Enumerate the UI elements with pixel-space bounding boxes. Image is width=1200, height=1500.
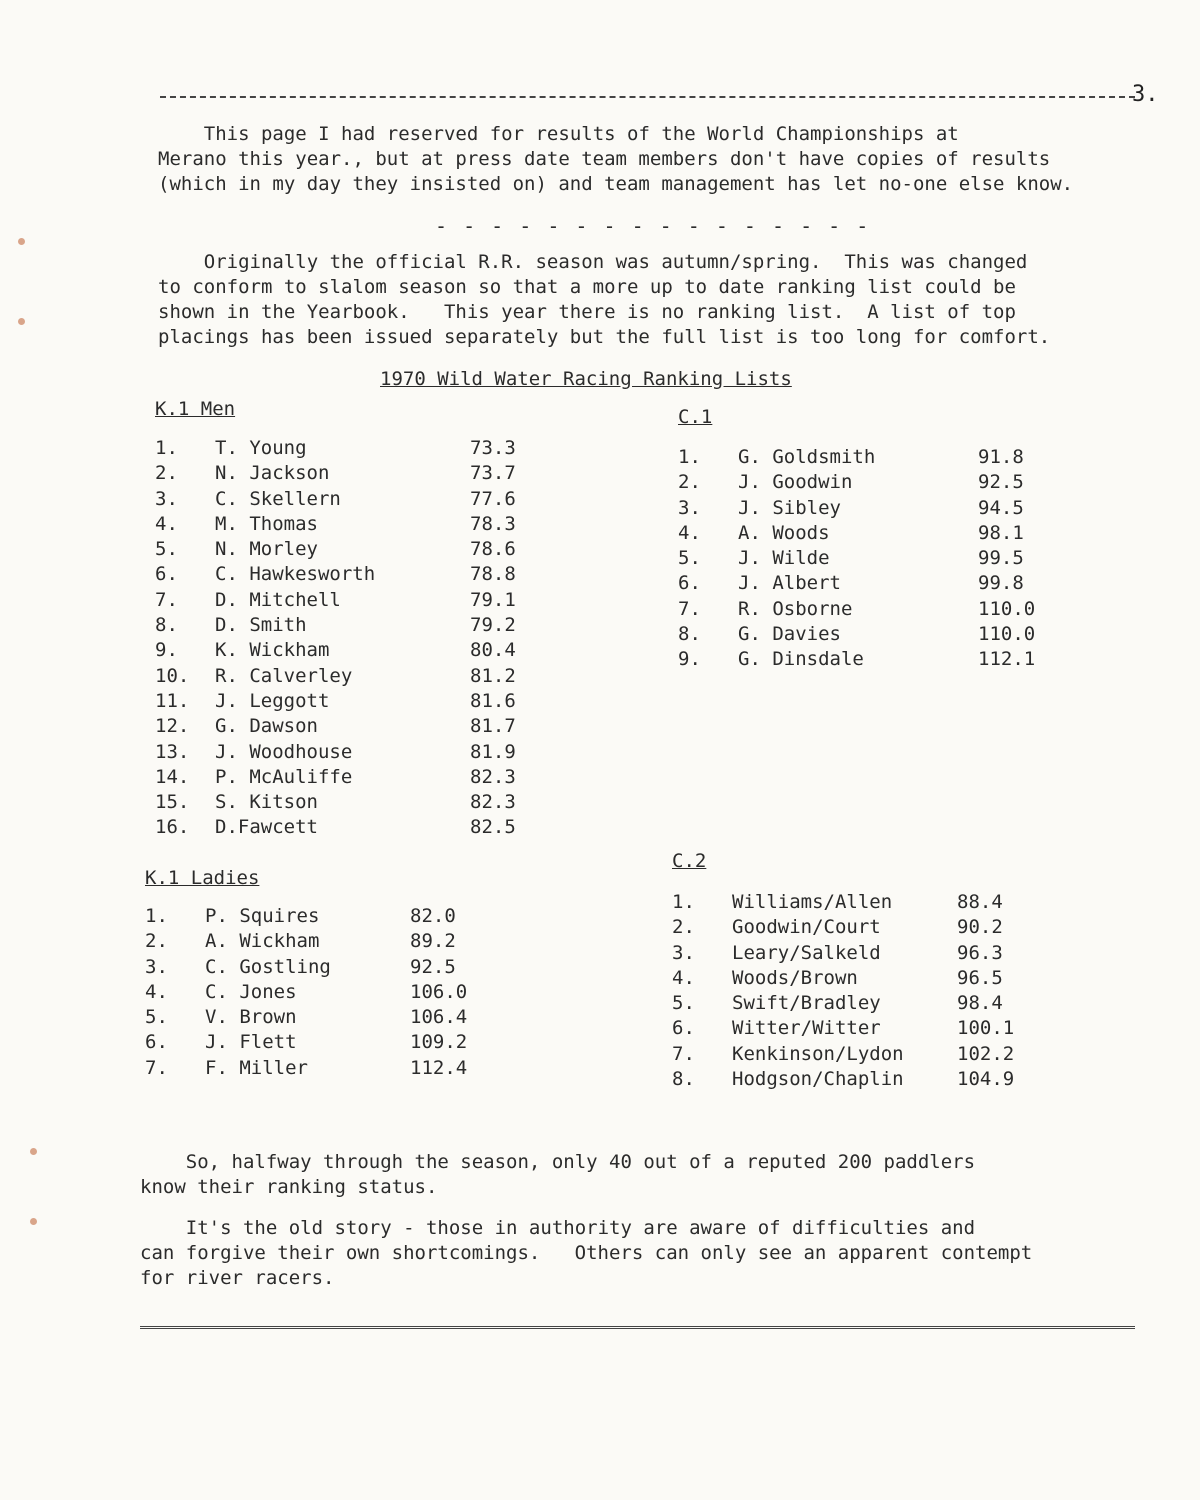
competitor-name: Leary/Salkeld: [732, 941, 881, 964]
ranking-score: 102.2: [957, 1042, 1015, 1065]
ranking-row: [155, 512, 516, 537]
ranking-row: [155, 461, 516, 486]
rank-number: 4.: [672, 966, 695, 989]
competitor-name: G. Goldsmith: [738, 446, 876, 468]
ranking-row: [672, 1042, 1014, 1067]
ranking-lists-heading: 1970 Wild Water Racing Ranking Lists: [380, 368, 792, 390]
competitor-name: J. Flett: [205, 1031, 297, 1054]
rank-number: 15.: [155, 791, 190, 814]
competitor-name: K. Wickham: [215, 639, 330, 662]
season-paragraph: Originally the official R.R. season was autumn/spring. This was changed to conform to slalom season so that a more up to date ranking list could be shown in the Yearbook. This year there is no ranking list. A list of top placings has been issued separately but the full list is too long for comfort.: [158, 251, 1051, 348]
ranking-row: [678, 445, 1035, 470]
competitor-name: C. Gostling: [205, 955, 331, 978]
ranking-row: [155, 689, 516, 714]
rank-number: 7.: [672, 1042, 695, 1065]
ranking-score: 99.8: [978, 572, 1024, 595]
ranking-score: 94.5: [978, 496, 1024, 519]
rank-number: 7.: [155, 588, 178, 611]
ranking-row: [678, 597, 1035, 622]
rank-number: 5.: [155, 538, 178, 561]
ranking-row: [155, 562, 516, 587]
competitor-name: D. Smith: [215, 614, 307, 637]
rank-number: 3.: [155, 487, 178, 510]
top-dashed-rule: [160, 96, 1135, 98]
competitor-name: Swift/Bradley: [732, 992, 881, 1015]
competitor-name: J. Woodhouse: [215, 740, 353, 763]
c1-title: C.1: [678, 406, 713, 428]
competitor-name: C. Hawkesworth: [215, 563, 376, 586]
closing-paragraph-1: So, halfway through the season, only 40 out of a reputed 200 paddlers know their ranking status.: [140, 1151, 976, 1198]
competitor-name: G. Davies: [738, 623, 841, 646]
ranking-score: 79.1: [470, 588, 516, 611]
ranking-row: [155, 487, 516, 512]
rank-number: 1.: [145, 905, 168, 927]
ranking-row: [672, 941, 1014, 966]
rank-number: 5.: [678, 547, 701, 570]
ranking-row: [155, 436, 516, 461]
competitor-name: P. McAuliffe: [215, 765, 353, 788]
ranking-score: 106.0: [410, 980, 468, 1003]
ranking-score: 110.0: [978, 623, 1036, 646]
ranking-row: [155, 613, 516, 638]
competitor-name: C. Jones: [205, 980, 297, 1003]
rank-number: 5.: [672, 992, 695, 1015]
ranking-score: 99.5: [978, 547, 1024, 570]
ranking-row: [145, 904, 467, 929]
competitor-name: Hodgson/Chaplin: [732, 1068, 904, 1091]
competitor-name: J. Goodwin: [738, 471, 853, 494]
competitor-name: J. Albert: [738, 572, 841, 595]
rank-number: 6.: [155, 563, 178, 586]
ranking-score: 92.5: [978, 471, 1024, 494]
competitor-name: D. Mitchell: [215, 588, 341, 611]
competitor-name: R. Calverley: [215, 664, 353, 687]
competitor-name: D.Fawcett: [215, 816, 318, 839]
rank-number: 12.: [155, 715, 190, 738]
ranking-row: [155, 740, 516, 765]
rank-number: 6.: [672, 1017, 695, 1040]
page-number: 3.: [1132, 82, 1159, 107]
ranking-row: [155, 638, 516, 663]
ranking-score: 79.2: [470, 614, 516, 637]
competitor-name: R. Osborne: [738, 597, 853, 620]
competitor-name: J. Leggott: [215, 689, 330, 712]
rank-number: 4.: [145, 980, 168, 1003]
k1-men-title: K.1 Men: [155, 398, 236, 420]
ranking-row: [672, 890, 1014, 915]
ranking-score: 96.3: [957, 941, 1003, 964]
competitor-name: F. Miller: [205, 1056, 308, 1079]
ranking-score: 90.2: [957, 916, 1003, 939]
competitor-name: Williams/Allen: [732, 891, 893, 913]
ranking-score: 81.7: [470, 715, 516, 738]
ranking-score: 98.1: [978, 521, 1024, 544]
ranking-score: 82.0: [410, 905, 456, 927]
ranking-score: 81.2: [470, 664, 516, 687]
rank-number: 2.: [155, 462, 178, 485]
rank-number: 2.: [145, 930, 168, 953]
ranking-row: [145, 955, 467, 980]
competitor-name: Kenkinson/Lydon: [732, 1042, 904, 1065]
ranking-row: [678, 546, 1035, 571]
ranking-row: [155, 790, 516, 815]
ranking-row: [145, 980, 467, 1005]
competitor-name: Witter/Witter: [732, 1017, 881, 1040]
competitor-name: A. Woods: [738, 521, 830, 544]
k1-ladies-title: K.1 Ladies: [145, 867, 260, 889]
ranking-score: 104.9: [957, 1068, 1015, 1091]
ranking-row: [678, 571, 1035, 596]
ranking-score: 106.4: [410, 1006, 468, 1029]
ranking-score: 100.1: [957, 1017, 1015, 1040]
rank-number: 5.: [145, 1006, 168, 1029]
rank-number: 7.: [145, 1056, 168, 1079]
ranking-score: 78.3: [470, 512, 516, 535]
ranking-score: 73.3: [470, 437, 516, 459]
ranking-score: 89.2: [410, 930, 456, 953]
rank-number: 8.: [155, 614, 178, 637]
rank-number: 1.: [678, 446, 701, 468]
ranking-score: 82.5: [470, 816, 516, 839]
ranking-row: [155, 537, 516, 562]
ranking-score: 112.1: [978, 648, 1036, 671]
competitor-name: C. Skellern: [215, 487, 341, 510]
rank-number: 10.: [155, 664, 190, 687]
ranking-score: 78.8: [470, 563, 516, 586]
ranking-row: [155, 765, 516, 790]
competitor-name: P. Squires: [205, 905, 320, 927]
ranking-score: 109.2: [410, 1031, 468, 1054]
ranking-score: 81.9: [470, 740, 516, 763]
ranking-score: 110.0: [978, 597, 1036, 620]
ranking-score: 96.5: [957, 966, 1003, 989]
ranking-row: [155, 714, 516, 739]
competitor-name: S. Kitson: [215, 791, 318, 814]
rank-number: 8.: [678, 623, 701, 646]
competitor-name: V. Brown: [205, 1006, 297, 1029]
ranking-score: 91.8: [978, 446, 1024, 468]
section-divider: - - - - - - - - - - - - - - - -: [435, 214, 871, 238]
rank-number: 3.: [145, 955, 168, 978]
ranking-row: [678, 647, 1035, 672]
rank-number: 6.: [678, 572, 701, 595]
ranking-row: [155, 588, 516, 613]
competitor-name: Woods/Brown: [732, 966, 858, 989]
c2-title: C.2: [672, 850, 707, 872]
punch-hole-mark: [18, 238, 25, 245]
ranking-row: [155, 664, 516, 689]
rank-number: 2.: [678, 471, 701, 494]
ranking-score: 112.4: [410, 1056, 468, 1079]
ranking-score: 82.3: [470, 765, 516, 788]
ranking-row: [145, 1030, 467, 1055]
rank-number: 1.: [155, 437, 178, 459]
ranking-row: [678, 622, 1035, 647]
k1-men-list: [155, 436, 516, 841]
rank-number: 8.: [672, 1068, 695, 1091]
competitor-name: G. Dinsdale: [738, 648, 864, 671]
competitor-name: J. Sibley: [738, 496, 841, 519]
intro-paragraph: This page I had reserved for results of the World Championships at Merano this year., but at press date team members don't have copies of results (which in my day they insisted on) and team management has let no-one else know.: [158, 123, 1074, 195]
competitor-name: Goodwin/Court: [732, 916, 881, 939]
rank-number: 4.: [678, 521, 701, 544]
ranking-score: 88.4: [957, 891, 1003, 913]
ranking-row: [678, 496, 1035, 521]
rank-number: 4.: [155, 512, 178, 535]
ranking-row: [672, 966, 1014, 991]
ranking-score: 81.6: [470, 689, 516, 712]
rank-number: 16.: [155, 816, 190, 839]
punch-hole-mark: [30, 1148, 37, 1155]
rank-number: 11.: [155, 689, 190, 712]
rank-number: 14.: [155, 765, 190, 788]
ranking-row: [145, 929, 467, 954]
ranking-row: [678, 470, 1035, 495]
c1-list: [678, 445, 1035, 673]
bottom-double-rule: [140, 1326, 1135, 1329]
competitor-name: M. Thomas: [215, 512, 318, 535]
ranking-row: [145, 1056, 467, 1081]
ranking-row: [672, 915, 1014, 940]
ranking-score: 98.4: [957, 992, 1003, 1015]
ranking-score: 92.5: [410, 955, 456, 978]
ranking-score: 78.6: [470, 538, 516, 561]
c2-list: [672, 890, 1014, 1092]
punch-hole-mark: [18, 318, 25, 325]
competitor-name: G. Dawson: [215, 715, 318, 738]
ranking-row: [672, 1067, 1014, 1092]
competitor-name: N. Morley: [215, 538, 318, 561]
ranking-row: [672, 1016, 1014, 1041]
rank-number: 7.: [678, 597, 701, 620]
ranking-score: 77.6: [470, 487, 516, 510]
punch-hole-mark: [30, 1218, 37, 1225]
rank-number: 1.: [672, 891, 695, 913]
ranking-row: [672, 991, 1014, 1016]
competitor-name: J. Wilde: [738, 547, 830, 570]
ranking-row: [155, 815, 516, 840]
rank-number: 9.: [155, 639, 178, 662]
k1-ladies-list: [145, 904, 467, 1081]
ranking-score: 82.3: [470, 791, 516, 814]
competitor-name: N. Jackson: [215, 462, 330, 485]
rank-number: 3.: [672, 941, 695, 964]
rank-number: 2.: [672, 916, 695, 939]
ranking-score: 80.4: [470, 639, 516, 662]
rank-number: 6.: [145, 1031, 168, 1054]
ranking-row: [145, 1005, 467, 1030]
rank-number: 9.: [678, 648, 701, 671]
ranking-row: [678, 521, 1035, 546]
rank-number: 3.: [678, 496, 701, 519]
closing-paragraph-2: It's the old story - those in authority are aware of difficulties and can forgive their own shortcomings. Others can only see an apparent contempt for river racers.: [140, 1217, 1033, 1289]
rank-number: 13.: [155, 740, 190, 763]
competitor-name: A. Wickham: [205, 930, 320, 953]
competitor-name: T. Young: [215, 437, 307, 459]
ranking-score: 73.7: [470, 462, 516, 485]
